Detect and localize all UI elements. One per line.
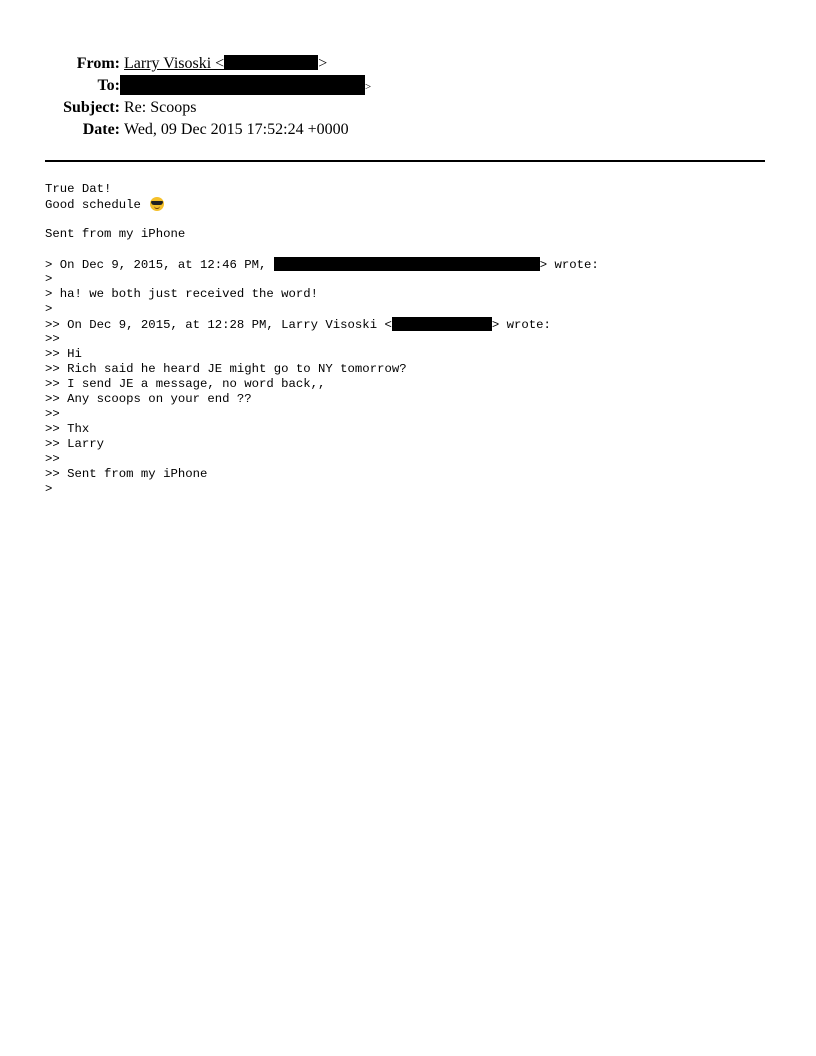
date-value: Wed, 09 Dec 2015 17:52:24 +0000	[124, 121, 349, 138]
date-row	[0, 119, 816, 141]
quote-line: >	[45, 482, 53, 496]
email-header	[0, 53, 816, 141]
quote-text: > wrote:	[491, 318, 551, 332]
from-row	[0, 53, 816, 75]
blank-line	[45, 242, 785, 257]
subject-row	[0, 97, 816, 119]
quote-line: >>	[45, 452, 60, 466]
quote-line: >	[45, 272, 53, 286]
blank-line	[45, 212, 785, 227]
quote-line: >> Any scoops on your end ??	[45, 392, 252, 406]
quote-line: >>	[45, 407, 60, 421]
redaction-box	[120, 75, 365, 95]
email-body	[45, 182, 785, 497]
quote-line: >> Larry	[45, 437, 105, 451]
quote-line: >> I send JE a message, no word back,,	[45, 377, 326, 391]
quote-line	[45, 317, 785, 332]
quote-line: >> Thx	[45, 422, 90, 436]
subject-label: Subject:	[63, 99, 120, 116]
to-label: To:	[97, 77, 120, 94]
quote-line: >	[45, 302, 53, 316]
quote-text: > On Dec 9, 2015, at 12:46 PM,	[45, 258, 274, 272]
from-value[interactable]	[124, 53, 327, 75]
quote-line: >> Rich said he heard JE might go to NY tomorrow?	[45, 362, 407, 376]
body-line	[45, 197, 785, 212]
quote-line	[45, 257, 785, 272]
header-divider	[45, 160, 765, 162]
quote-line: >>	[45, 332, 60, 346]
from-name[interactable]: Larry Visoski <	[124, 55, 225, 72]
redaction-box	[392, 317, 492, 331]
quote-text: > wrote:	[539, 258, 599, 272]
to-close: >	[365, 81, 372, 93]
to-row	[0, 75, 816, 97]
to-value	[120, 75, 371, 98]
subject-value: Re: Scoops	[124, 99, 197, 116]
date-label: Date:	[82, 121, 120, 138]
body-line: True Dat!	[45, 182, 112, 196]
quote-line: >> Hi	[45, 347, 82, 361]
quote-text: >> On Dec 9, 2015, at 12:28 PM, Larry Visoski <	[45, 318, 392, 332]
sunglasses-emoji-icon	[150, 197, 164, 211]
body-line: Sent from my iPhone	[45, 227, 186, 241]
quote-line: >> Sent from my iPhone	[45, 467, 208, 481]
redaction-box	[274, 257, 540, 271]
quote-line: > ha! we both just received the word!	[45, 287, 319, 301]
from-label: From:	[76, 55, 120, 72]
body-text: Good schedule	[45, 198, 149, 212]
redaction-box	[224, 55, 318, 70]
from-close: >	[318, 55, 328, 72]
